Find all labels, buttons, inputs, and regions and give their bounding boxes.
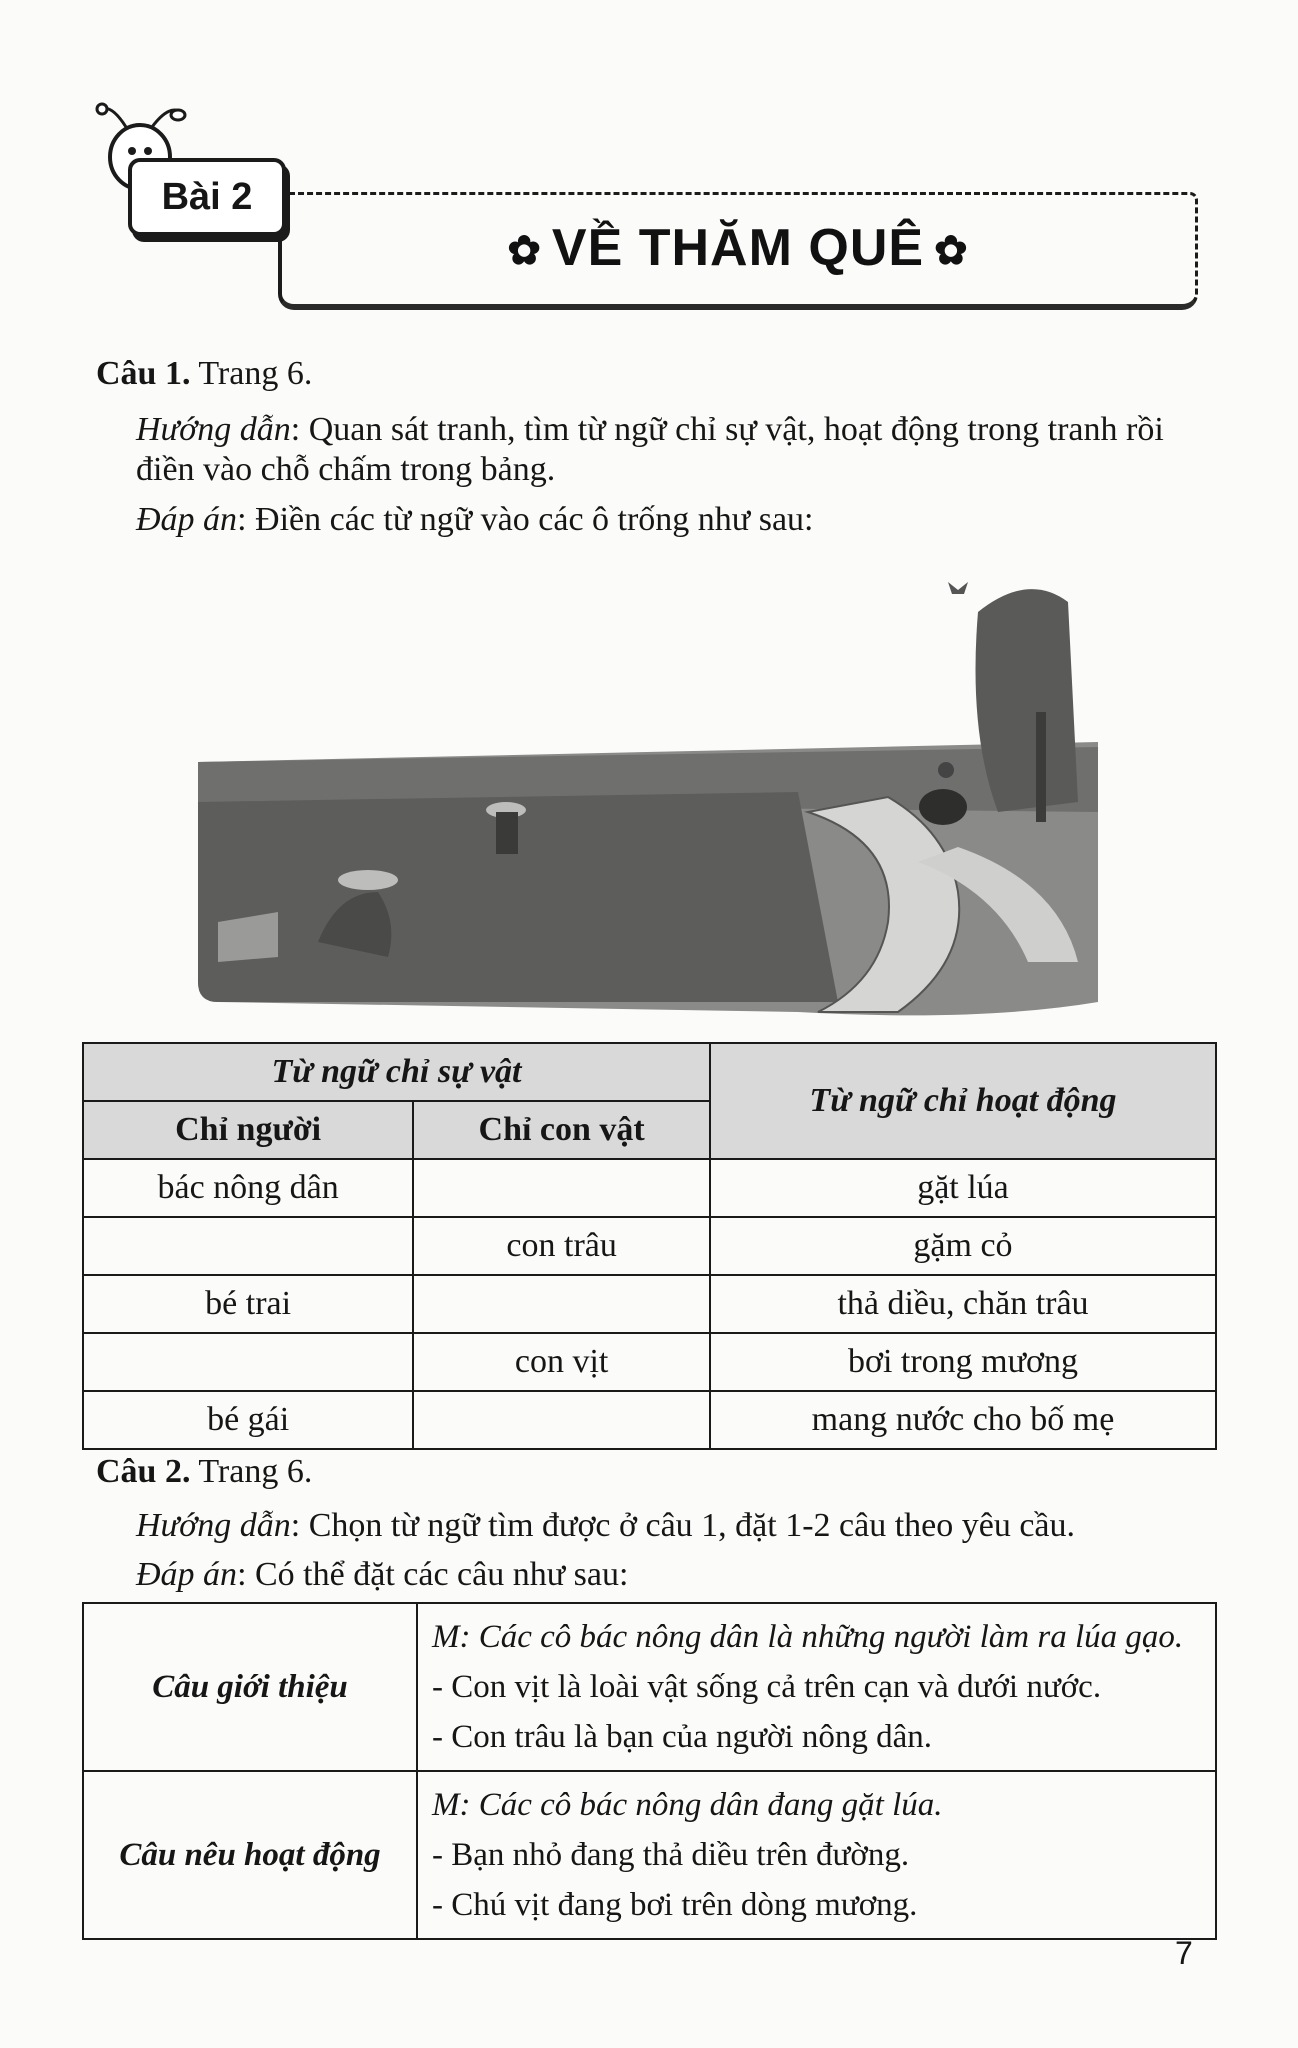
lesson-tag: Bài 2: [128, 158, 286, 236]
lesson-title: [278, 218, 1198, 278]
animal-cell: con trâu: [413, 1217, 710, 1275]
action-cell: thả diều, chăn trâu: [710, 1275, 1216, 1333]
example-sentence: - Bạn nhỏ đang thả diều trên đường.: [432, 1837, 910, 1873]
person-cell: bác nông dân: [83, 1159, 413, 1217]
countryside-illustration: [198, 562, 1098, 1022]
sentence-examples: [417, 1603, 1216, 1771]
flower-icon: ✿: [507, 229, 542, 274]
actions-header: Từ ngữ chỉ hoạt động: [710, 1043, 1216, 1159]
page-number: 7: [1175, 1935, 1193, 1971]
table-row: [83, 1217, 1216, 1275]
sentence-type-label: Câu nêu hoạt động: [83, 1771, 417, 1939]
q1-guide: Hướng dẫn: Quan sát tranh, tìm từ ngữ chỉ sự vật, hoạt động trong tranh rồi điền vào chỗ chấm trong bảng.: [136, 411, 1164, 488]
model-sentence: M: Các cô bác nông dân đang gặt lúa.: [432, 1787, 943, 1823]
q2-answer: Đáp án: Có thể đặt các câu như sau:: [136, 1556, 629, 1593]
action-cell: bơi trong mương: [710, 1333, 1216, 1391]
table-row: [83, 1275, 1216, 1333]
sentence-examples: [417, 1771, 1216, 1939]
animal-cell: [413, 1275, 710, 1333]
q2-heading: Câu 2. Trang 6.: [96, 1453, 313, 1490]
sentence-type-label: Câu giới thiệu: [83, 1603, 417, 1771]
animal-cell: con vịt: [413, 1333, 710, 1391]
animal-cell: [413, 1391, 710, 1449]
table-row: [83, 1603, 1216, 1771]
vocabulary-table: [82, 1042, 1217, 1450]
example-sentence: - Con trâu là bạn của người nông dân.: [432, 1719, 932, 1755]
table-row: [83, 1391, 1216, 1449]
example-sentence: - Con vịt là loài vật sống cả trên cạn và dưới nước.: [432, 1669, 1102, 1705]
action-cell: gặt lúa: [710, 1159, 1216, 1217]
q1-heading: Câu 1. Trang 6.: [96, 355, 313, 392]
table-row: [83, 1771, 1216, 1939]
model-sentence: M: Các cô bác nông dân là những người làm ra lúa gạo.: [432, 1619, 1184, 1655]
action-cell: gặm cỏ: [710, 1217, 1216, 1275]
animal-cell: [413, 1159, 710, 1217]
person-cell: [83, 1333, 413, 1391]
example-sentence: - Chú vịt đang bơi trên dòng mương.: [432, 1887, 918, 1923]
person-cell: bé gái: [83, 1391, 413, 1449]
person-cell: bé trai: [83, 1275, 413, 1333]
table-row: [83, 1333, 1216, 1391]
q2-guide: Hướng dẫn: Chọn từ ngữ tìm được ở câu 1, đặt 1-2 câu theo yêu cầu.: [136, 1507, 1076, 1544]
action-cell: mang nước cho bố mẹ: [710, 1391, 1216, 1449]
sentence-table: [82, 1602, 1217, 1940]
person-cell: [83, 1217, 413, 1275]
things-group-header: Từ ngữ chỉ sự vật: [83, 1043, 710, 1101]
flower-icon: ✿: [934, 229, 969, 274]
animals-header: Chỉ con vật: [413, 1101, 710, 1159]
people-header: Chỉ người: [83, 1101, 413, 1159]
lesson-title-text: VỀ THĂM QUÊ: [551, 219, 925, 277]
table-row: [83, 1159, 1216, 1217]
q1-answer: Đáp án: Điền các từ ngữ vào các ô trống như sau:: [136, 501, 814, 538]
